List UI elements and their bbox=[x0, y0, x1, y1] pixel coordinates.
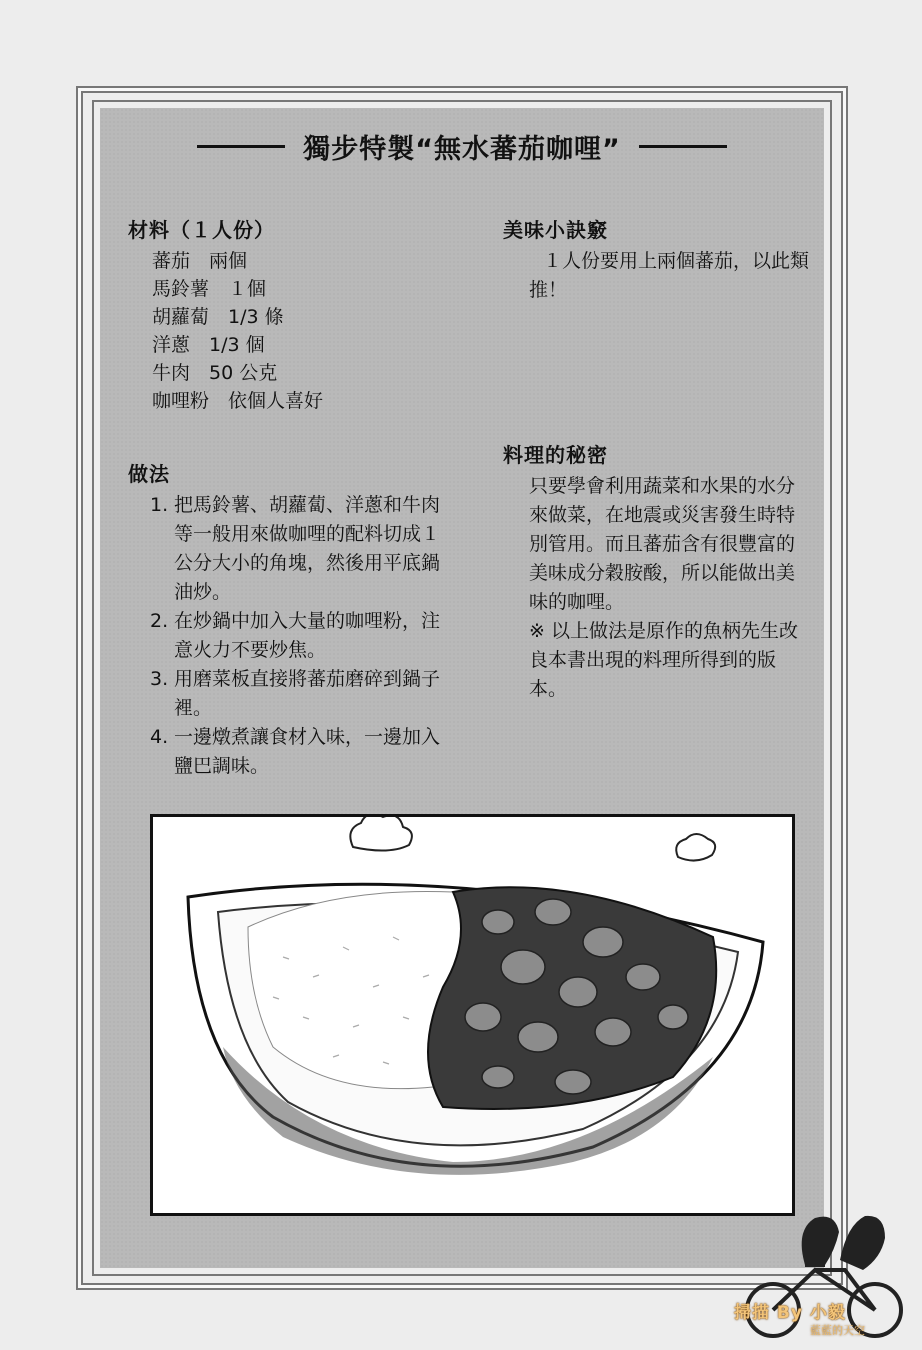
tips-section bbox=[503, 215, 823, 305]
secret-text: 只要學會利用蔬菜和水果的水分來做菜，在地震或災害發生時特別管用。而且蕃茄含有很豐富的美味成分穀胺酸，所以能做出美味的咖哩。 bbox=[529, 475, 796, 613]
curry-illustration bbox=[150, 814, 795, 1216]
ingredients-heading: 材料（１人份） bbox=[128, 218, 275, 242]
step-number: 3. bbox=[150, 668, 169, 690]
secret-note: ※ 以上做法是原作的魚柄先生改良本書出現的料理所得到的版本。 bbox=[529, 620, 798, 700]
steam-puff-icon bbox=[676, 834, 715, 861]
secret-section bbox=[503, 440, 809, 704]
method-step bbox=[128, 491, 458, 607]
title-rule-left bbox=[197, 145, 285, 148]
ingredient-item: 洋蔥 1/3 個 bbox=[152, 334, 265, 356]
ingredient-item: 牛肉 50 公克 bbox=[152, 362, 278, 384]
title-row bbox=[100, 126, 824, 166]
tips-text: １人份要用上兩個蕃茄，以此類推！ bbox=[529, 250, 810, 301]
recipe-title: 獨步特製“無水蕃茄咖哩” bbox=[303, 133, 621, 165]
ingredients-section bbox=[128, 215, 458, 415]
step-text: 把馬鈴薯、胡蘿蔔、洋蔥和牛肉等一般用來做咖哩的配料切成１公分大小的角塊，然後用平底鍋油炒。 bbox=[174, 494, 441, 603]
method-section bbox=[128, 459, 458, 781]
step-text: 一邊燉煮讓食材入味，一邊加入鹽巴調味。 bbox=[174, 726, 441, 777]
curry-plate-drawing bbox=[153, 817, 792, 1213]
step-text: 在炒鍋中加入大量的咖哩粉，注意火力不要炒焦。 bbox=[174, 610, 441, 661]
scan-credit-subtext: 藍藍的天空 bbox=[810, 1324, 865, 1337]
scan-credit-text: 掃描 By 小毅 bbox=[734, 1303, 846, 1323]
title-rule-right bbox=[639, 145, 727, 148]
step-number: 4. bbox=[150, 726, 169, 748]
ingredient-item: 咖哩粉 依個人喜好 bbox=[152, 390, 324, 412]
step-number: 2. bbox=[150, 610, 169, 632]
ingredient-item: 蕃茄 兩個 bbox=[152, 250, 248, 272]
method-step bbox=[128, 665, 458, 723]
method-heading: 做法 bbox=[128, 462, 170, 486]
ingredient-item: 胡蘿蔔 1/3 條 bbox=[152, 306, 284, 328]
ingredient-item: 馬鈴薯 １個 bbox=[152, 278, 267, 300]
left-column bbox=[128, 215, 458, 781]
method-step bbox=[128, 723, 458, 781]
right-column bbox=[503, 215, 823, 700]
steam-puff-icon bbox=[350, 817, 412, 851]
secret-heading: 料理的秘密 bbox=[503, 443, 608, 467]
step-text: 用磨菜板直接將蕃茄磨碎到鍋子裡。 bbox=[174, 668, 441, 719]
tips-heading: 美味小訣竅 bbox=[503, 218, 608, 242]
method-step bbox=[128, 607, 458, 665]
step-number: 1. bbox=[150, 494, 169, 516]
